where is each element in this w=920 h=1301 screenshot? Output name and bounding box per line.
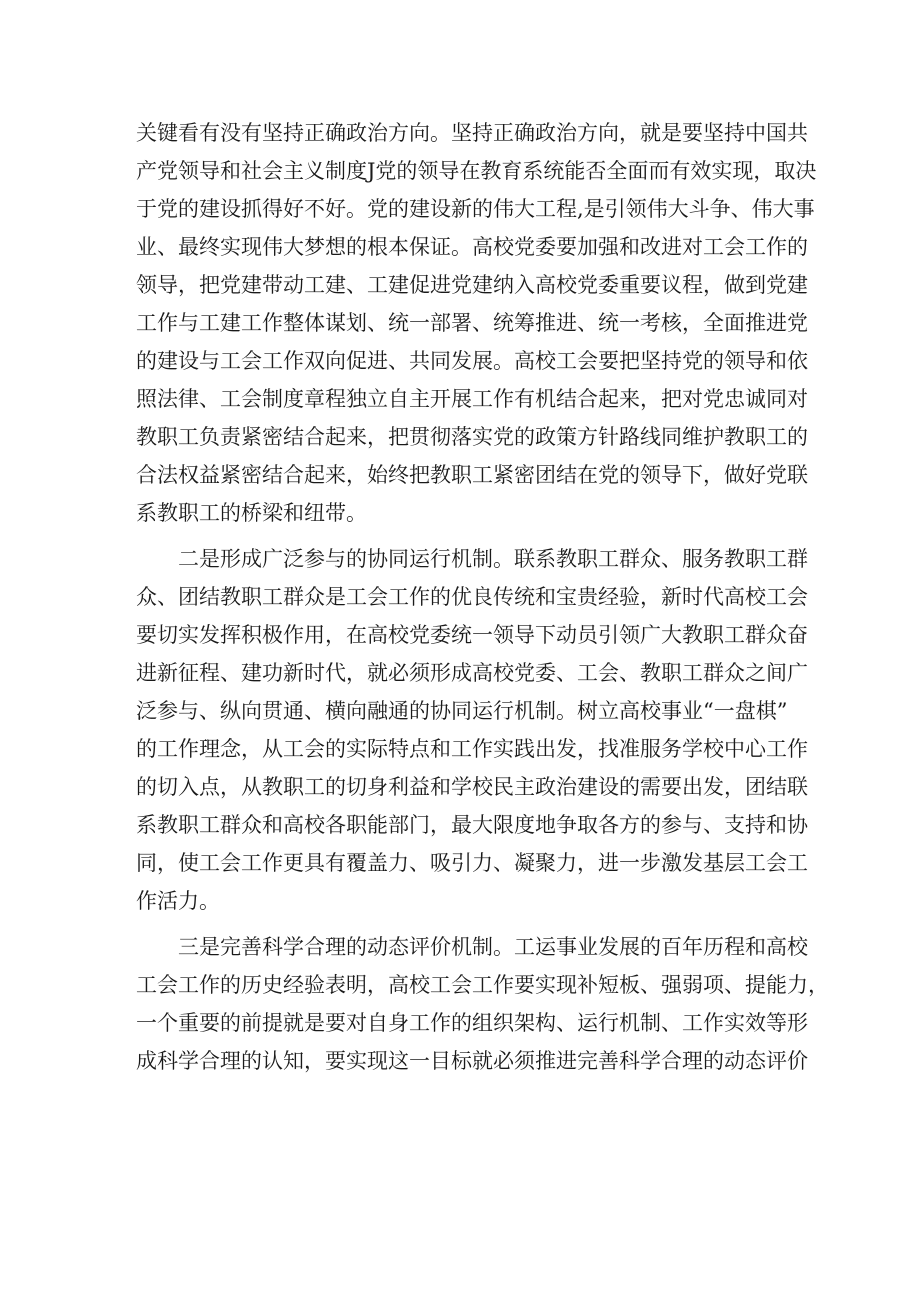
paragraph-2-line-4: 进新征程、建功新时代，就必须形成高校党委、工会、教职工群众之间广 xyxy=(136,661,808,685)
paragraph-1-line-5: 领导，把党建带动工建、工建促进党建纳入高校党委重要议程，做到党建 xyxy=(136,273,808,297)
paragraph-2-line-8: 系教职工群众和高校各职能部门，最大限度地争取各方的参与、支持和协 xyxy=(136,813,808,837)
paragraph-2-line-7: 的切入点，从教职工的切身利益和学校民主政治建设的需要出发，团结联 xyxy=(136,775,808,799)
paragraph-3-line-2: 工会工作的历史经验表明，高校工会工作要实现补短板、强弱项、提能力， xyxy=(136,973,829,997)
document-body xyxy=(136,114,829,1080)
paragraph-2-line-9: 同，使工会工作更具有覆盖力、吸引力、凝聚力，进一步激发基层工会工 xyxy=(136,851,808,875)
paragraph-2-line-1: 二是形成广泛参与的协同运行机制。联系教职工群众、服务教职工群 xyxy=(178,547,808,571)
paragraph-1-line-2: 产党领导和社会主义制度J党的领导在教育系统能否全面而有效实现，取决 xyxy=(136,159,817,183)
paragraph-2-line-6: 的工作理念，从工会的实际特点和工作实践出发，找准服务学校中心工作 xyxy=(136,737,808,761)
paragraph-spacer xyxy=(136,532,786,540)
paragraph-1-line-9: 教职工负责紧密结合起来，把贯彻落实党的政策方针路线同维护教职工的 xyxy=(136,425,808,449)
paragraph-spacer xyxy=(136,920,786,928)
paragraph-2-line-10: 作活力。 xyxy=(136,889,220,913)
paragraph-3-line-1: 三是完善科学合理的动态评价机制。工运事业发展的百年历程和高校 xyxy=(178,935,808,959)
paragraph-1-line-1: 关键看有没有坚持正确政治方向。坚持正确政治方向，就是要坚持中国共 xyxy=(136,121,808,145)
paragraph-3-line-3: 一个重要的前提就是要对自身工作的组织架构、运行机制、工作实效等形 xyxy=(136,1011,808,1035)
paragraph-1-line-7: 的建设与工会工作双向促进、共同发展。高校工会要把坚持党的领导和依 xyxy=(136,349,808,373)
paragraph-1-line-6: 工作与工建工作整体谋划、统一部署、统筹推进、统一考核，全面推进党 xyxy=(136,311,808,335)
paragraph-1-line-8: 照法律、工会制度章程独立自主开展工作有机结合起来，把对党忠诚同对 xyxy=(136,387,808,411)
paragraph-1-line-3: 于党的建设抓得好不好。党的建设新的伟大工程,是引领伟大斗争、伟大事 xyxy=(136,197,815,221)
paragraph-2-line-3: 要切实发挥积极作用，在高校党委统一领导下动员引领广大教职工群众奋 xyxy=(136,623,808,647)
paragraph-2-line-5: 泛参与、纵向贯通、横向融通的协同运行机制。树立高校事业“一盘棋” xyxy=(136,699,788,723)
paragraph-1-line-10: 合法权益紧密结合起来，始终把教职工紧密团结在党的领导下，做好党联 xyxy=(136,463,808,487)
paragraph-1-line-4: 业、最终实现伟大梦想的根本保证。高校党委要加强和改进对工会工作的 xyxy=(136,235,808,259)
paragraph-2-line-2: 众、团结教职工群众是工会工作的优良传统和宝贵经验，新时代高校工会 xyxy=(136,585,808,609)
paragraph-1-line-11: 系教职工的桥梁和纽带。 xyxy=(136,501,367,525)
paragraph-3-line-4: 成科学合理的认知，要实现这一目标就必须推进完善科学合理的动态评价 xyxy=(136,1049,808,1073)
